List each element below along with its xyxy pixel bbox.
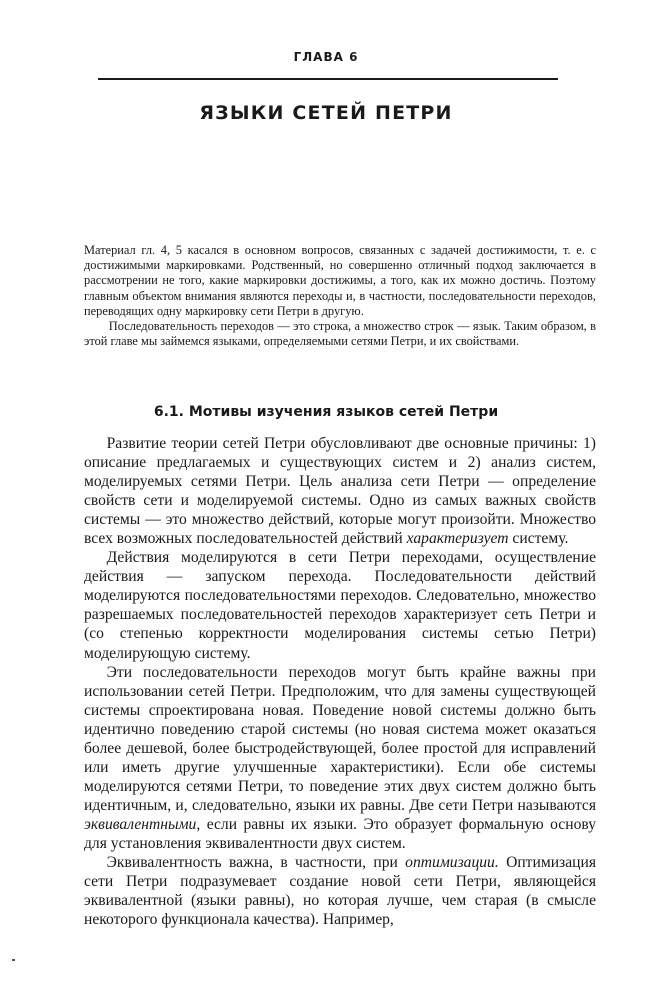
body-paragraph-4-text-b: Оптимизация сети Петри подразумевает создание новой сети Петри, являющейся эквивалентной (языки равны), но которая лучше, чем старая (в смысле некоторого функционала качества). Например,: [84, 854, 597, 929]
body-paragraph-1-text-b: систему.: [508, 530, 569, 548]
body-paragraph-3-text-b: , если равны их языки. Это образует формальную основу для установления эквивалентности двух систем.: [84, 815, 596, 852]
body-paragraph-4-text-a: Эквивалентность важна, в частности, при: [106, 854, 406, 872]
chapter-abstract: [84, 243, 596, 349]
body-paragraph-1-emphasis: характеризует: [406, 530, 509, 548]
body-paragraph-1-text-a: Развитие теории сетей Петри обусловливают две основные причины: 1) описание предлагаемых и существующих систем и 2) анализ систем, моделируемых сетями Петри. Цель анализа сети Петри — определение свойств сети и моделируемой системы. Одно из самых важных свойств системы — это множество действий, которые могут произойти. Множество всех возможных последовательностей действий: [84, 435, 596, 548]
header-rule: [98, 78, 558, 80]
body-text: [84, 434, 596, 929]
body-paragraph-4: [84, 853, 596, 929]
body-paragraph-1: [84, 434, 596, 548]
body-paragraph-3-emphasis: эквивалентными: [84, 815, 197, 833]
body-paragraph-3-text-a: Эти последовательности переходов могут быть крайне важны при использовании сетей Петри. Предположим, что для замены существующей системы спроектирована новая. Поведение новой системы должно быть идентично поведению старой системы (но новая система может оказаться более дешевой, более быстродействующей, более простой для исправлений или иметь другие улучшенные характеристики). Если обе системы моделируются сетями Петри, то поведение этих двух систем должно быть идентичным, и, следовательно, языки их равны. Две сети Петри называются: [84, 663, 596, 814]
section-title: 6.1. Мотивы изучения языков сетей Петри: [153, 404, 499, 420]
abstract-paragraph-1: Материал гл. 4, 5 касался в основном вопросов, связанных с задачей достижимости, т. е. с достижимыми маркировками. Родственный, но совершенно отличный подход заключается в рассмотрении не того, какие маркировки достижимы, а того, как их можно достичь. Поэтому главным объектом внимания являются переходы и, в частности, последовательности переходов, переводящих одну маркировку сети Петри в другую.: [84, 243, 596, 318]
body-paragraph-2: Действия моделируются в сети Петри переходами, осуществление действия — запуском перехода. Последовательности действий моделируются последовательностями переходов. Следовательно, множество разрешаемых последовательностей переходов характеризует сеть Петри и (со степенью корректности моделирования системы сетью Петри) моделирующую систему.: [84, 549, 596, 662]
scan-mark: [12, 959, 15, 961]
body-paragraph-3: [84, 663, 596, 853]
abstract-paragraph-2: Последовательность переходов — это строка, а множество строк — язык. Таким образом, в этой главе мы займемся языками, определяемыми сетями Петри, и их свойствами.: [84, 319, 596, 349]
body-paragraph-4-emphasis: оптимизации.: [405, 854, 499, 872]
chapter-title: ЯЗЫКИ СЕТЕЙ ПЕТРИ: [199, 102, 453, 124]
chapter-label: ГЛАВА 6: [293, 50, 359, 64]
